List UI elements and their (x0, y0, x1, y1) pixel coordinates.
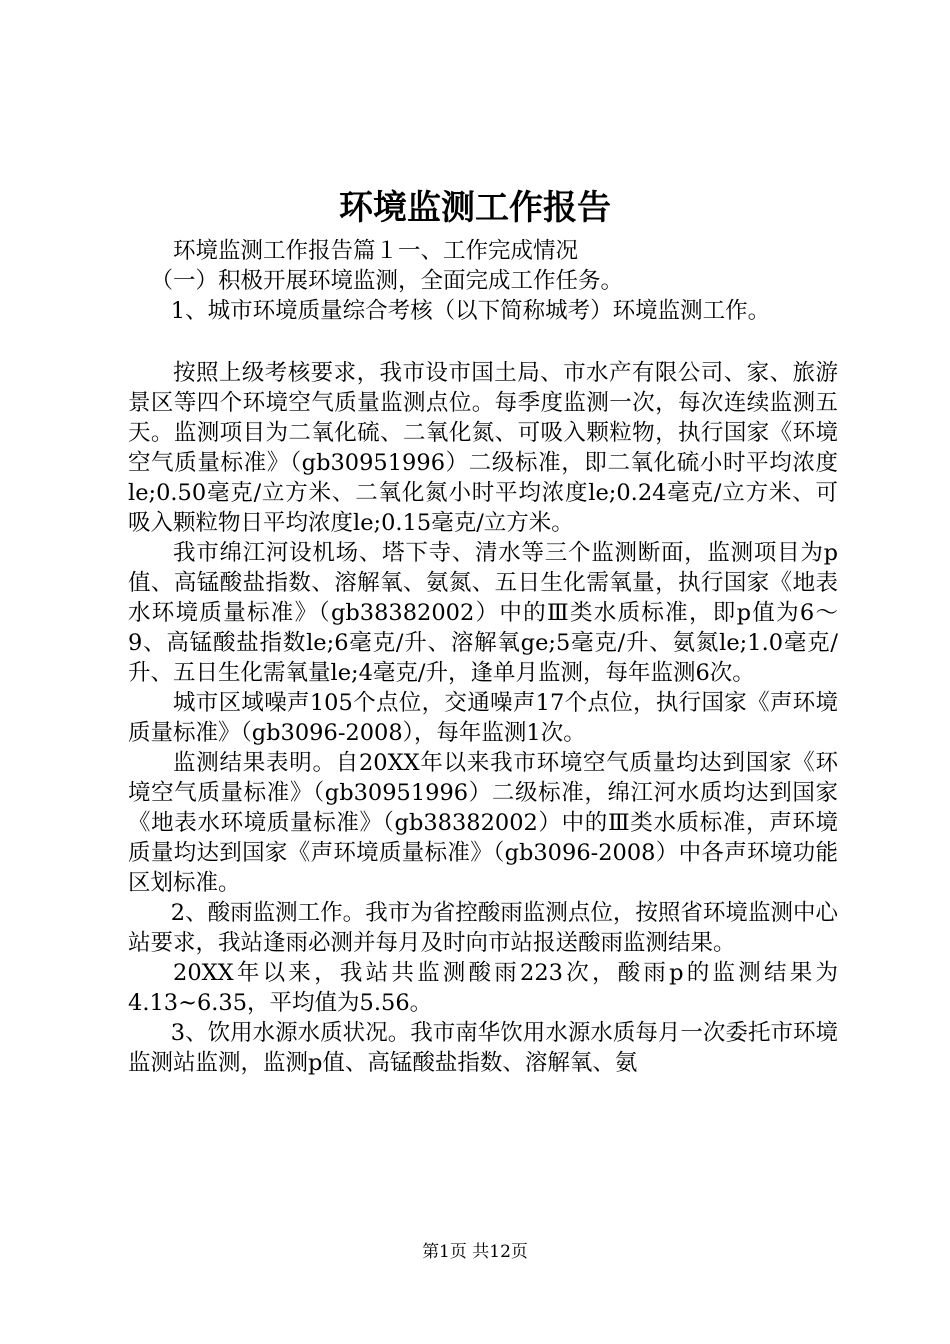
paragraph-item-1: 1、城市环境质量综合考核（以下简称城考）环境监测工作。 (170, 298, 771, 324)
page-footer: 第1页 共12页 (422, 1242, 528, 1262)
paragraph-acid-rain: 2、酸雨监测工作。我市为省控酸雨监测点位，按照省环境监测中心站要求，我站逢雨必测并每月及时向市站报送酸雨监测结果。 (128, 900, 838, 956)
paragraph-air-quality: 按照上级考核要求，我市设市国土局、市水产有限公司、家、旅游景区等四个环境空气质量监测点位。每季度监测一次，每次连续监测五天。监测项目为二氧化硫、二氧化氮、可吸入颗粒物，执行国家《环境空气质量标准》（gb30951996）二级标准，即二氧化硫小时平均浓度le;0.50毫克/立方米、二氧化氮小时平均浓度le;0.24毫克/立方米、可吸入颗粒物日平均浓度le;0.15毫克/立方米。 (128, 360, 838, 536)
paragraph-noise: 城市区域噪声105个点位，交通噪声17个点位，执行国家《声环境质量标准》（gb3096-2008），每年监测1次。 (128, 690, 838, 746)
paragraph-section-1: （一）积极开展环境监测，全面完成工作任务。 (150, 268, 624, 294)
document-body (128, 358, 838, 1078)
paragraph-water-sections: 我市绵江河设机场、塔下寺、清水等三个监测断面，监测项目为p值、高锰酸盐指数、溶解氧、氨氮、五日生化需氧量，执行国家《地表水环境质量标准》（gb38382002）中的Ⅲ类水质标准，即p值为6～9、高锰酸盐指数le;6毫克/升、溶解氧ge;5毫克/升、氨氮le;1.0毫克/升、五日生化需氧量le;4毫克/升，逢单月监测，每年监测6次。 (128, 540, 838, 686)
paragraph-drinking-water: 3、饮用水源水质状况。我市南华饮用水源水质每月一次委托市环境监测站监测，监测p值、高锰酸盐指数、溶解氧、氨 (128, 1020, 838, 1076)
document-title: 环境监测工作报告 (339, 188, 611, 228)
paragraph-heading: 环境监测工作报告篇１一、工作完成情况 (173, 238, 579, 264)
paragraph-results: 监测结果表明。自20XX年以来我市环境空气质量均达到国家《环境空气质量标准》（gb30951996）二级标准，绵江河水质均达到国家《地表水环境质量标准》（gb38382002）中的Ⅲ类水质标准，声环境质量均达到国家《声环境质量标准》（gb3096-2008）中各声环境功能区划标准。 (128, 750, 838, 896)
paragraph-acid-rain-results: 20XX年以来，我站共监测酸雨223次，酸雨p的监测结果为4.13~6.35，平均值为5.56。 (128, 960, 838, 1016)
intro-block (128, 236, 868, 326)
